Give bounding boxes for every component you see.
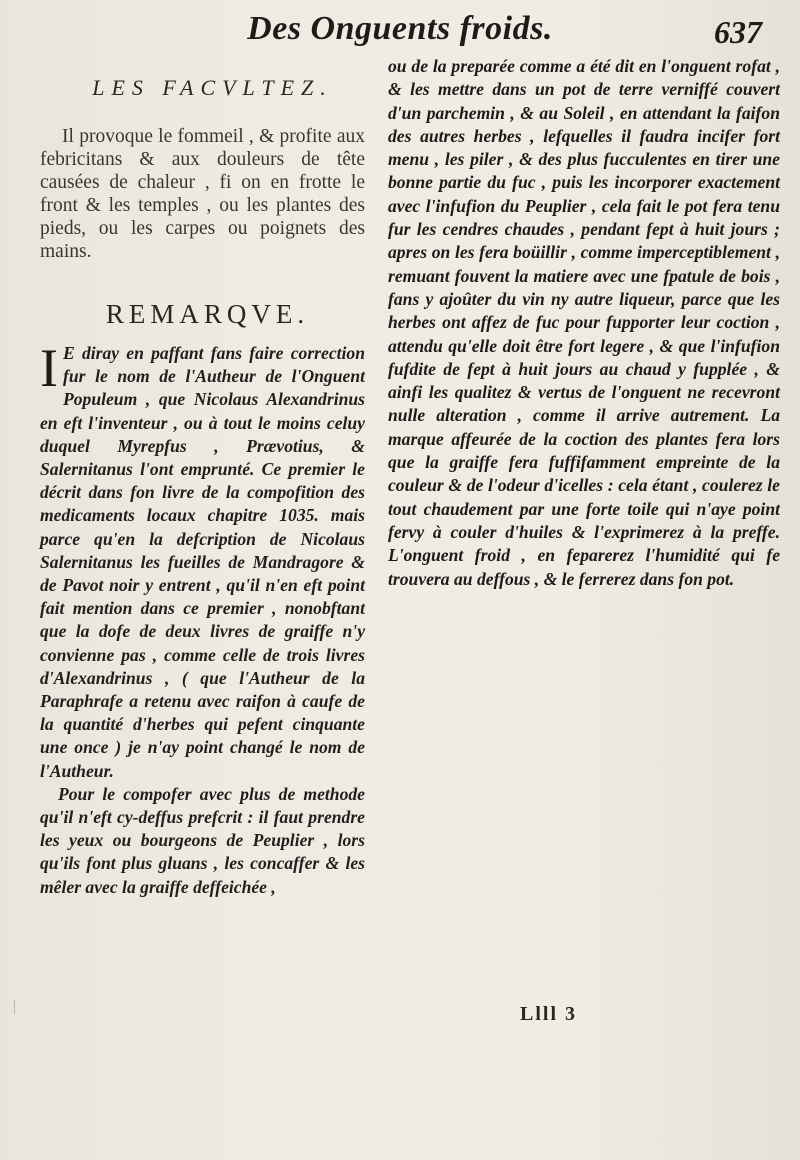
remarque-paragraph-2: Pour le compofer avec plus de methode qu'il n'eft cy-deffus prefcrit : il faut prendre les yeux ou bourgeons de Peuplier , lors qu'ils font plus gluans , les concaffer & les mêler avec la graiffe deffeichée , xyxy=(40,783,365,897)
left-column xyxy=(40,75,365,899)
faculty-paragraph: Il provoque le fommeil , & profite aux febricitans & aux douleurs de tête causées de chaleur , fi on en frotte le front & les temples , ou les plantes des pieds, ou les carpes ou poignets des mains. xyxy=(40,126,365,262)
remarque-body xyxy=(40,338,365,899)
running-header-title: Des Onguents froids. xyxy=(247,10,553,47)
section-heading-facultez: LES FACVLTEZ. xyxy=(92,75,333,100)
right-column-paragraph: ou de la preparée comme a été dit en l'onguent rofat , & les mettre dans un pot de terre verniffé couvert d'un parchemin , & au Soleil , en attendant la faifon des autres herbes , lefquelles il faudra incifer fort menu , les piler , & des plus fucculentes en tirer une bonne partie du fuc , puis les incorporer exactement avec l'infufion du Peuplier , cela fait le pot fera tenu fur les cendres chaudes , pendant fept à huit jours ; apres on les fera boüillir , comme imperceptiblement , remuant fouvent la matiere avec une fpatule de bois , fans y ajoûter du vin ny autre liqueur, parce que les herbes ont affez de fuc pour fupporter leur coction , attendu qu'elle doit être fort legere , & que l'infufion fufdite de fept à huit jours au chaud y fupplée , & ainfi les qualitez & vertus de l'onguent ne recevront nulle alteration , comme il arrive autrement. La marque affeurée de la coction des plantes fera lors que la graiffe fera fuffifamment empreinte de la couleur & de l'odeur d'icelles : cela étant , coulerez le tout chaudement par une forte toile qui n'aye point fervy à couler d'huiles & l'exprimerez à la preffe. L'onguent froid , en feparerez l'humidité qui fe trouvera au deffous , & le ferrerez dans fon pot. xyxy=(388,56,780,589)
signature-mark: Llll 3 xyxy=(520,1003,578,1025)
right-column xyxy=(388,55,780,591)
page-edge-mark xyxy=(14,1000,21,1014)
page-number: 637 xyxy=(714,14,762,50)
remarque-heading: REMARQVE. xyxy=(105,299,310,329)
remarque-paragraph-1: E diray en paffant fans faire correction fur le nom de l'Autheur de l'Onguent Populeum , que Nicolaus Alexandrinus en eft l'inventeur , ou à tout le moins celuy duquel Myrepfus , Prævotius, & Salernitanus l'ont emprunté. Ce premier le décrit dans fon livre de la compofition des medicaments locaux chapitre 1035. mais parce qu'en la defcription de Nicolaus Salernitanus les fueilles de Mandragore & de Pavot noir y entrent , qu'il n'en eft point fait mention dans ce premier , nonobftant que la dofe de deux livres de graiffe n'y convienne pas , comme celle de trois livres d'Alexandrinus , ( que l'Autheur de la Paraphrafe a retenu avec raifon à caufe de la quantité d'herbes qui pefent cinquante une once ) je n'ay point changé le nom de l'Autheur. xyxy=(40,343,365,781)
drop-cap-letter: I xyxy=(40,338,58,398)
